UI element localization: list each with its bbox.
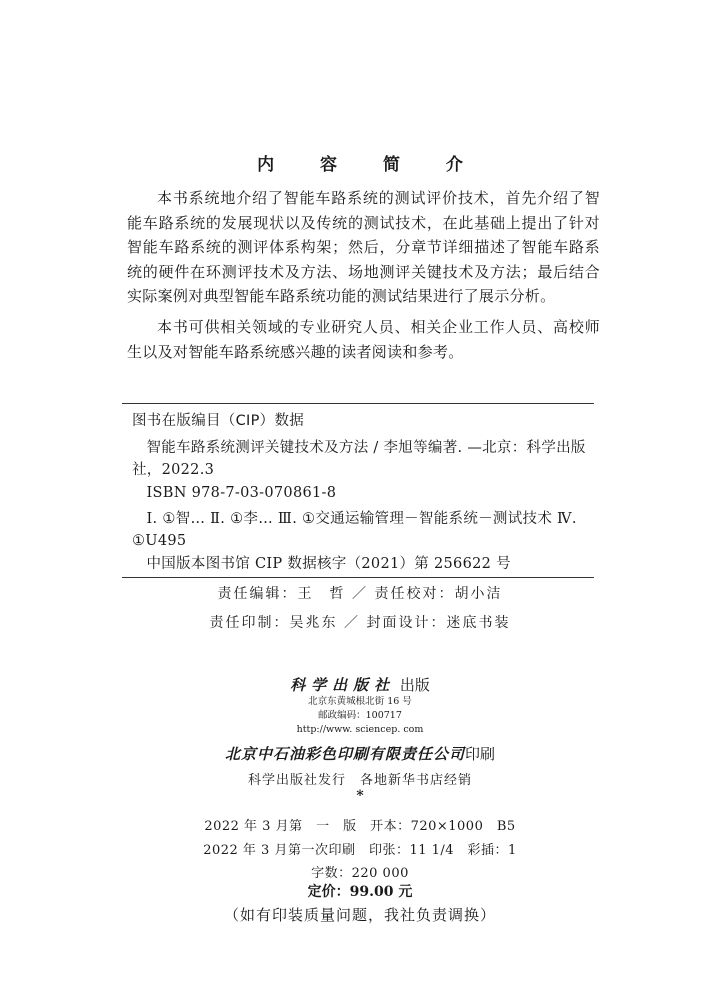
edition-line-3: 字数：220 000 [311,866,409,881]
editorial-staff-line-1: 责任编辑：王 哲 ／ 责任校对：胡小洁 [217,586,503,602]
publisher-postcode: 邮政编码：100717 [318,710,402,721]
cip-isbn: ISBN 978-7-03-070861-8 [146,485,337,501]
quality-notice: （如有印装质量问题，我社负责调换） [223,906,496,924]
printer-name: 北京中石油彩色印刷有限责任公司 [224,745,465,763]
summary-title: 内 容 简 介 [257,155,483,175]
printer-suffix: 印刷 [465,745,496,763]
summary-paragraph-1: 本书系统地介绍了智能车路系统的测试评价技术，首先介绍了智能车路系统的发展现状以及传统的测试技术，在此基础上提出了针对智能车路系统的测评体系构架；然后，分章节详细描述了智能车路系统的硬件在环测评技术及方法、场地测评关键技术及方法；最后结合实际案例对典型智能车路系统功能的测试结果进行了展示分析。 [127,189,600,305]
publisher-line [0,674,720,695]
cip-record: 中国版本图书馆 CIP 数据核字（2021）第 256622 号 [146,556,511,572]
cip-heading: 图书在版编目（CIP）数据 [132,413,305,429]
separator-star: * [356,788,364,804]
cip-title-line: 智能车路系统测评关键技术及方法 / 李旭等编著. —北京：科学出版社，2022.3 [132,440,586,478]
price: 定价：99.00 元 [307,884,413,900]
cip-bottom-rule [122,577,594,578]
publisher-website: http://www. sciencep. com [296,724,424,735]
edition-line-1: 2022 年 3 月第 一 版 开本：720×1000 B5 [204,819,516,834]
publisher-suffix: 出版 [399,676,430,694]
publisher-name: 科学出版社 [290,676,396,694]
summary-paragraph-2: 本书可供相关领域的专业研究人员、相关企业工作人员、高校师生以及对智能车路系统感兴趣的读者阅读和参考。 [127,318,600,361]
editorial-staff-line-2: 责任印制：吴兆东 ／ 封面设计：迷底书装 [209,615,511,631]
cip-top-rule [122,403,594,404]
distribution-line: 科学出版社发行 各地新华书店经销 [247,773,472,788]
edition-line-2: 2022 年 3 月第一次印刷 印张：11 1/4 彩插：1 [203,843,517,858]
publisher-address: 北京东黄城根北街 16 号 [308,696,412,707]
printer-line [0,743,720,764]
cip-classification: Ⅰ. ①智… Ⅱ. ①李… Ⅲ. ①交通运输管理－智能系统－测试技术 Ⅳ. ①U495 [132,511,577,549]
